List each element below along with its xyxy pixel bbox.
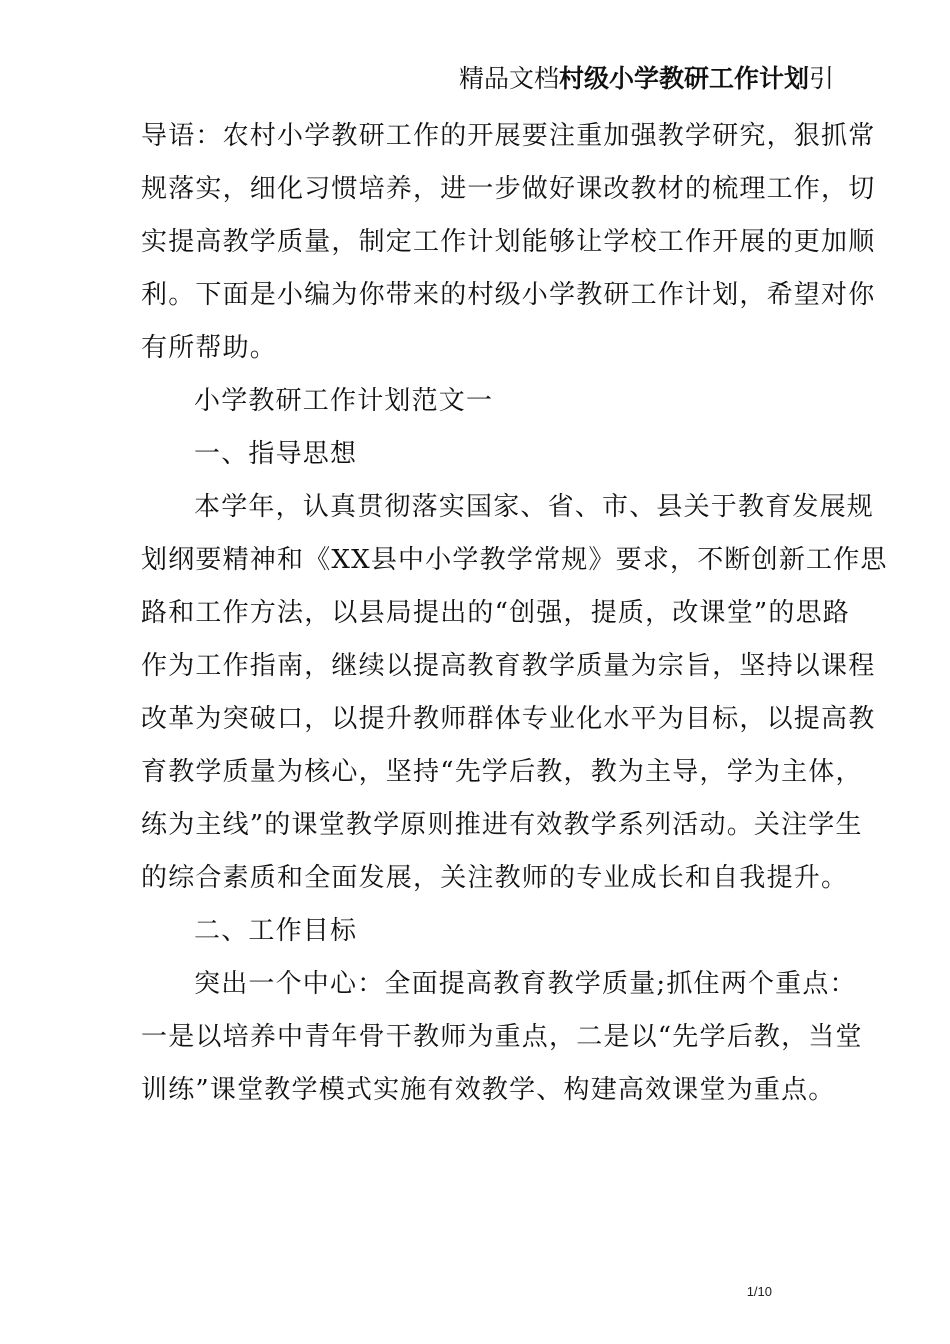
paragraph-line: 路和工作方法，以县局提出的“创强，提质，改课堂”的思路 <box>141 598 850 628</box>
paragraph-line: 突出一个中心：全面提高教育教学质量;抓住两个重点： <box>194 969 857 999</box>
paragraph-line: 一是以培养中青年骨干教师为重点，二是以“先学后教，当堂 <box>141 1022 863 1052</box>
paragraph-line: 作为工作指南，继续以提高教育教学质量为宗旨，坚持以课程 <box>141 651 876 681</box>
paragraph-line: 利。下面是小编为你带来的村级小学教研工作计划，希望对你 <box>141 280 876 310</box>
document-header <box>0 62 834 96</box>
paragraph-line: 育教学质量为核心，坚持“先学后教，教为主导，学为主体， <box>141 757 863 787</box>
paragraph-line: 有所帮助。 <box>141 333 278 363</box>
paragraph-line: 划纲要精神和《XX县中小学教学常规》要求，不断创新工作思 <box>141 545 888 575</box>
header-prefix: 精品文档 <box>458 64 559 93</box>
section-heading: 小学教研工作计划范文一 <box>194 386 494 416</box>
page-number: 1/10 <box>746 1284 772 1299</box>
paragraph-line: 练为主线”的课堂教学原则推进有效教学系列活动。关注学生 <box>141 810 863 840</box>
header-suffix: 引 <box>808 64 834 93</box>
section-heading: 一、指导思想 <box>194 439 358 469</box>
document-title: 村级小学教研工作计划 <box>558 64 809 93</box>
section-heading: 二、工作目标 <box>194 916 358 946</box>
paragraph-line: 实提高教学质量，制定工作计划能够让学校工作开展的更加顺 <box>141 227 876 257</box>
paragraph-line: 导语：农村小学教研工作的开展要注重加强教学研究，狠抓常 <box>141 121 876 151</box>
document-body <box>141 110 888 1117</box>
paragraph-line: 本学年，认真贯彻落实国家、省、市、县关于教育发展规 <box>194 492 875 522</box>
paragraph-line: 改革为突破口，以提升教师群体专业化水平为目标，以提高教 <box>141 704 876 734</box>
paragraph-line: 训练”课堂教学模式实施有效教学、构建高效课堂为重点。 <box>141 1075 836 1105</box>
paragraph-line: 的综合素质和全面发展，关注教师的专业成长和自我提升。 <box>141 863 849 893</box>
paragraph-line: 规落实，细化习惯培养，进一步做好课改教材的梳理工作，切 <box>141 174 876 204</box>
